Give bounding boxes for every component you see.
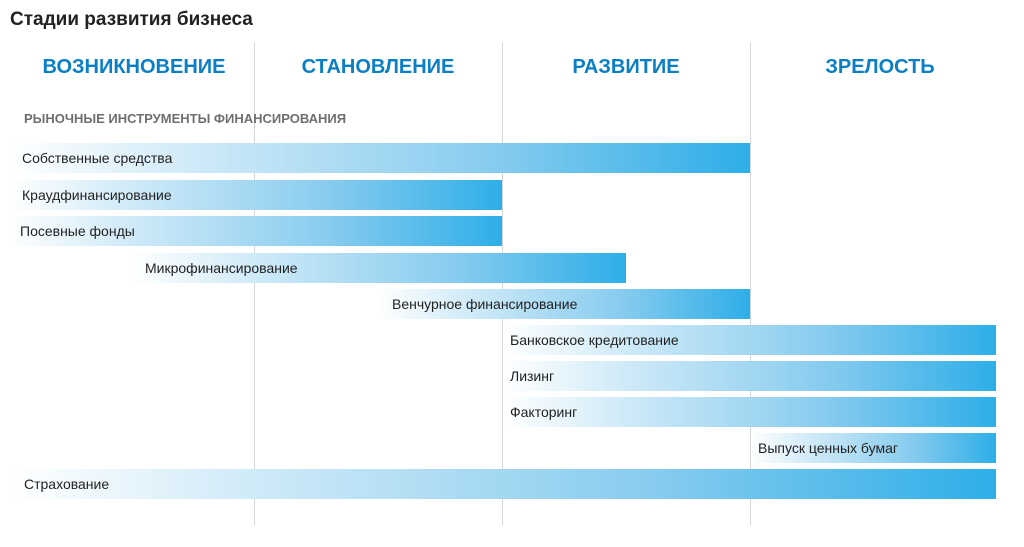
instrument-bar: [502, 325, 996, 355]
instrument-bar: [502, 361, 996, 391]
instrument-bar: [8, 216, 502, 246]
instrument-label: Банковское кредитование: [510, 332, 679, 348]
instrument-label: Краудфинансирование: [22, 187, 172, 203]
stage-label-formation: СТАНОВЛЕНИЕ: [301, 56, 455, 78]
instrument-bar: [8, 180, 502, 210]
instrument-bar: [750, 433, 996, 463]
instrument-label: Посевные фонды: [20, 223, 135, 239]
instrument-label: Лизинг: [510, 368, 555, 384]
page-title: Стадии развития бизнеса: [10, 9, 253, 30]
stage-divider: [502, 42, 503, 525]
instrument-label: Выпуск ценных бумаг: [758, 440, 898, 456]
section-title: РЫНОЧНЫЕ ИНСТРУМЕНТЫ ФИНАНСИРОВАНИЯ: [24, 111, 347, 126]
stage-label-origin: ВОЗНИКНОВЕНИЕ: [42, 56, 226, 78]
instrument-label: Страхование: [24, 476, 110, 492]
instrument-bar: [8, 143, 750, 173]
instrument-label: Собственные средства: [22, 150, 173, 166]
instrument-label: Факторинг: [510, 404, 578, 420]
instrument-label: Микрофинансирование: [145, 260, 298, 276]
instrument-label: Венчурное финансирование: [392, 296, 578, 312]
stage-label-maturity: ЗРЕЛОСТЬ: [825, 56, 935, 78]
stage-label-development: РАЗВИТИЕ: [572, 56, 680, 78]
instrument-bar: [502, 397, 996, 427]
instrument-bar: [131, 253, 626, 283]
instrument-bar: [8, 469, 996, 499]
instrument-bar: [378, 289, 750, 319]
